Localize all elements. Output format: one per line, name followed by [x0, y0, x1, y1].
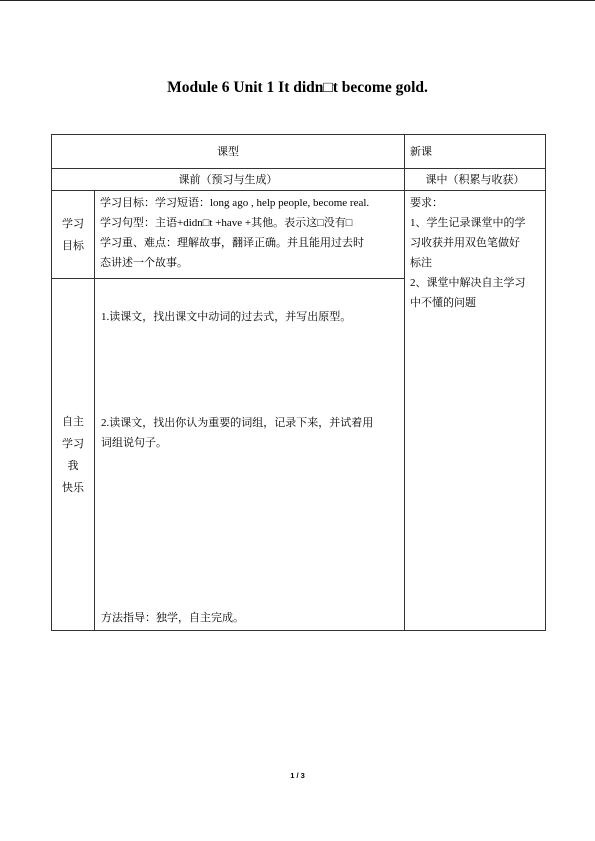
goals-line: 学习句型：主语+didn□t +have +其他。表示这□没有□ — [100, 217, 353, 229]
goals-label — [52, 191, 95, 279]
self-study-label-line: 我 — [67, 459, 79, 472]
requirements-line: 要求： — [410, 197, 443, 209]
in-class-heading: 课中（积累与收获） — [405, 169, 546, 191]
goals-line: 学习重、难点：理解故事，翻译正确。并且能用过去时 — [100, 237, 364, 249]
self-study-label-line: 快乐 — [62, 481, 84, 494]
self-study-label-line: 学习 — [62, 437, 84, 450]
lesson-type-label: 课型 — [52, 135, 405, 169]
goals-row — [52, 191, 546, 279]
lesson-plan-table — [51, 134, 546, 631]
document-title: Module 6 Unit 1 It didn□t become gold. — [167, 79, 428, 96]
goals-line: 态讲述一个故事。 — [100, 257, 188, 269]
requirements-line: 中不懂的问题 — [410, 297, 476, 309]
requirements-line: 习收获并用双色笔做好 — [410, 237, 520, 249]
top-rule — [0, 0, 595, 1]
method-guidance: 方法指导：独学，自主完成。 — [101, 612, 244, 624]
requirements-line: 1、学生记录课堂中的学 — [410, 217, 526, 229]
question-2 — [101, 413, 400, 453]
header-row — [52, 135, 546, 169]
question-2-line: 词组说句子。 — [101, 437, 167, 449]
requirements-content — [405, 191, 546, 631]
before-class-heading: 课前（预习与生成） — [52, 169, 405, 191]
self-study-label-line: 自主 — [62, 415, 84, 428]
requirements-line: 2、课堂中解决自主学习 — [410, 277, 526, 289]
question-1: 1.读课文，找出课文中动词的过去式，并写出原型。 — [101, 311, 352, 323]
lesson-type-value: 新课 — [405, 135, 546, 169]
self-study-label — [52, 279, 95, 631]
requirements-line: 标注 — [410, 257, 432, 269]
goals-line: 学习目标：学习短语：long ago , help people, become real. — [100, 197, 370, 209]
goals-content — [95, 191, 405, 279]
question-2-line: 2.读课文，找出你认为重要的词组，记录下来，并试着用 — [101, 417, 374, 429]
goals-label-line: 学习 — [62, 217, 84, 230]
page-number: 1 / 3 — [290, 771, 305, 780]
subheader-row — [52, 169, 546, 191]
goals-label-line: 目标 — [62, 239, 84, 252]
self-study-content — [95, 279, 405, 631]
